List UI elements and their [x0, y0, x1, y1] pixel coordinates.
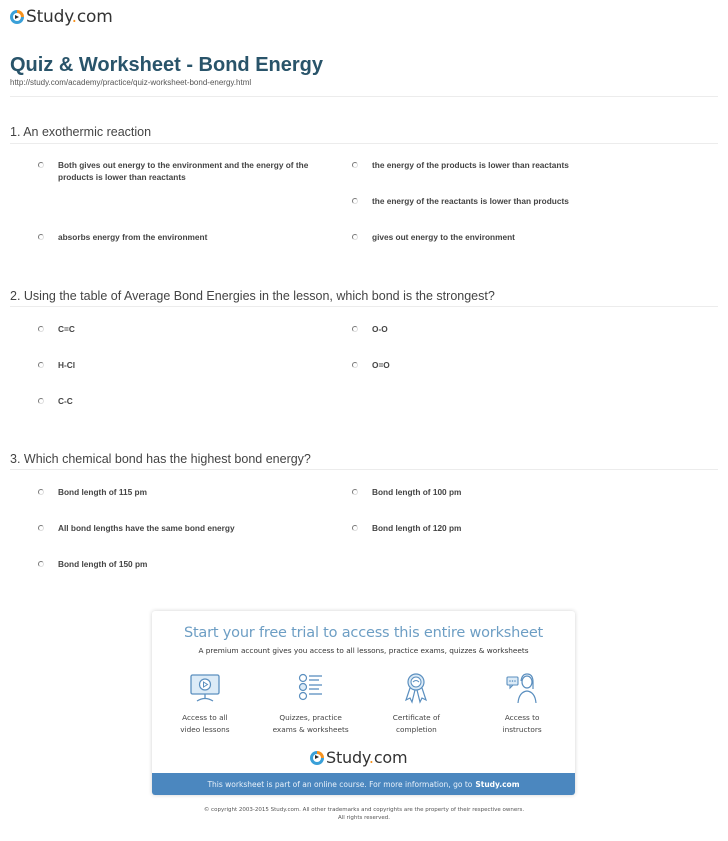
instructor-chat-icon — [505, 671, 539, 705]
feature-quizzes: Quizzes, practice exams & worksheets — [258, 671, 364, 736]
page-url: http://study.com/academy/practice/quiz-worksheet-bond-energy.html — [10, 78, 252, 87]
answer-option[interactable]: C=C — [38, 323, 338, 335]
study-logo[interactable] — [310, 748, 407, 767]
feature-video-lessons: Access to all video lessons — [152, 671, 258, 736]
answer-option[interactable]: the energy of the products is lower than reactants — [352, 159, 652, 171]
play-circle-icon — [310, 751, 324, 765]
radio-button[interactable] — [38, 525, 44, 531]
feature-instructors: Access to instructors — [469, 671, 575, 736]
answer-option[interactable]: O=O — [352, 359, 652, 371]
certificate-ribbon-icon — [399, 671, 433, 705]
video-monitor-icon — [188, 671, 222, 705]
answer-option[interactable]: Bond length of 115 pm — [38, 486, 338, 498]
radio-button[interactable] — [352, 489, 358, 495]
page-title: Quiz & Worksheet - Bond Energy — [10, 54, 323, 76]
radio-button[interactable] — [38, 234, 44, 240]
question-1: 1. An exothermic reaction — [10, 125, 152, 139]
promo-title[interactable]: Start your free trial to access this entire worksheet — [183, 625, 544, 641]
study-link[interactable]: Study.com — [475, 779, 520, 789]
copyright: © copyright 2003-2015 Study.com. All other trademarks and copyrights are the property of their respective owners. All rights reserved. — [203, 807, 525, 821]
question-3: 3. Which chemical bond has the highest bond energy? — [10, 452, 311, 466]
divider — [10, 143, 718, 144]
answer-option[interactable]: absorbs energy from the environment — [38, 231, 338, 243]
answer-option[interactable]: Bond length of 100 pm — [352, 486, 652, 498]
answer-option[interactable]: Bond length of 120 pm — [352, 522, 652, 534]
radio-button[interactable] — [352, 198, 358, 204]
radio-button[interactable] — [38, 162, 44, 168]
answer-option[interactable]: All bond lengths have the same bond energy — [38, 522, 338, 534]
study-logo[interactable] — [10, 7, 113, 27]
answer-option[interactable]: C-C — [38, 395, 338, 407]
feature-certificate: Certificate of completion — [364, 671, 470, 736]
divider — [10, 96, 718, 97]
divider — [10, 469, 718, 470]
course-info-bar: This worksheet is part of an online course. For more information, go to Study.com — [152, 773, 575, 795]
promo-subtitle: A premium account gives you access to all lessons, practice exams, quizzes & worksheets — [198, 646, 529, 655]
radio-button[interactable] — [38, 362, 44, 368]
logo-text: Study.com — [326, 748, 408, 767]
radio-button[interactable] — [352, 234, 358, 240]
logo-text: Study.com — [26, 7, 113, 27]
divider — [10, 306, 718, 307]
radio-button[interactable] — [38, 489, 44, 495]
free-trial-card[interactable] — [152, 611, 575, 795]
radio-button[interactable] — [38, 561, 44, 567]
answer-option[interactable]: the energy of the reactants is lower than products — [352, 195, 652, 207]
answer-option[interactable]: Bond length of 150 pm — [38, 558, 338, 570]
play-circle-icon — [10, 10, 24, 24]
answer-option[interactable]: Both gives out energy to the environment and the energy of the products is lower than reactants — [38, 159, 338, 183]
radio-button[interactable] — [352, 162, 358, 168]
answer-option[interactable]: H-Cl — [38, 359, 338, 371]
radio-button[interactable] — [352, 326, 358, 332]
radio-button[interactable] — [352, 525, 358, 531]
radio-button[interactable] — [352, 362, 358, 368]
quiz-list-icon — [294, 671, 328, 705]
question-2: 2. Using the table of Average Bond Energies in the lesson, which bond is the strongest? — [10, 289, 495, 303]
answer-option[interactable]: O-O — [352, 323, 652, 335]
feature-list — [152, 671, 575, 736]
answer-option[interactable]: gives out energy to the environment — [352, 231, 652, 243]
radio-button[interactable] — [38, 398, 44, 404]
radio-button[interactable] — [38, 326, 44, 332]
